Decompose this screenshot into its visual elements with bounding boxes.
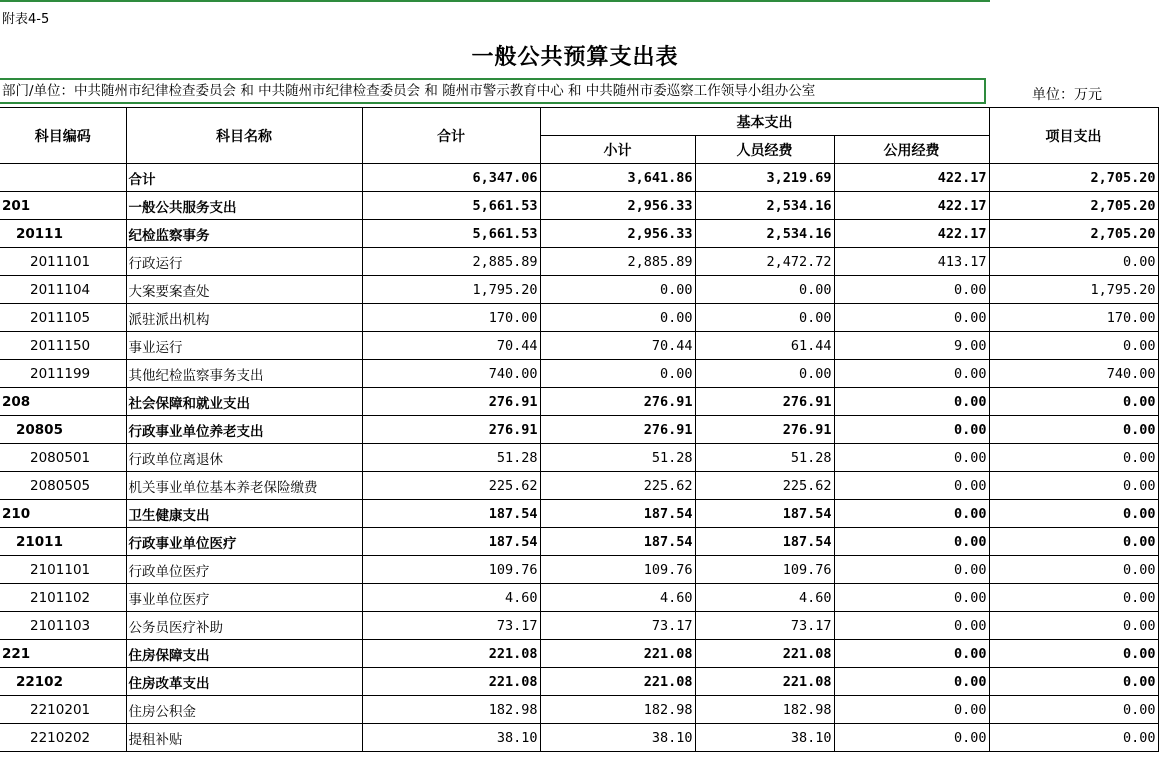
cell-project[interactable]: 0.00 [989,556,1158,584]
cell-public[interactable]: 422.17 [834,192,989,220]
cell-total[interactable]: 4.60 [362,584,540,612]
cell-total[interactable]: 182.98 [362,696,540,724]
cell-personnel[interactable]: 2,534.16 [695,220,834,248]
header-personnel: 人员经费 [695,136,834,164]
cell-project[interactable]: 0.00 [989,696,1158,724]
cell-public[interactable]: 0.00 [834,556,989,584]
table-row [0,724,1158,752]
cell-subtotal[interactable]: 4.60 [540,584,695,612]
header-project: 项目支出 [989,108,1158,164]
table-row [0,304,1158,332]
cell-public[interactable]: 0.00 [834,304,989,332]
cell-name[interactable]: 机关事业单位基本养老保险缴费 [126,472,362,500]
cell-subtotal[interactable]: 70.44 [540,332,695,360]
table-row [0,556,1158,584]
cell-public[interactable]: 0.00 [834,528,989,556]
cell-code[interactable]: 20805 [0,416,126,444]
cell-total[interactable]: 5,661.53 [362,192,540,220]
cell-name[interactable]: 一般公共服务支出 [126,192,362,220]
cell-public[interactable]: 422.17 [834,220,989,248]
table-row [0,360,1158,388]
cell-code[interactable]: 21011 [0,528,126,556]
cell-total[interactable]: 225.62 [362,472,540,500]
cell-public[interactable]: 0.00 [834,276,989,304]
cell-public[interactable]: 0.00 [834,612,989,640]
cell-public[interactable]: 0.00 [834,696,989,724]
table-row [0,388,1158,416]
cell-name[interactable]: 行政单位离退休 [126,444,362,472]
table-row [0,248,1158,276]
cell-total[interactable]: 187.54 [362,500,540,528]
table-row [0,192,1158,220]
cell-subtotal[interactable]: 109.76 [540,556,695,584]
unit-label: 单位：万元 [1032,87,1102,103]
cell-total[interactable]: 221.08 [362,640,540,668]
cell-total[interactable]: 51.28 [362,444,540,472]
cell-total[interactable]: 2,885.89 [362,248,540,276]
cell-personnel[interactable]: 221.08 [695,640,834,668]
cell-public[interactable]: 0.00 [834,388,989,416]
cell-personnel[interactable]: 276.91 [695,416,834,444]
cell-personnel[interactable]: 0.00 [695,360,834,388]
cell-personnel[interactable]: 73.17 [695,612,834,640]
cell-name[interactable]: 行政事业单位养老支出 [126,416,362,444]
cell-code[interactable]: 208 [0,388,126,416]
cell-project[interactable]: 0.00 [989,444,1158,472]
table-row [0,640,1158,668]
cell-public[interactable]: 0.00 [834,640,989,668]
cell-name[interactable]: 事业运行 [126,332,362,360]
table-row [0,528,1158,556]
cell-subtotal[interactable]: 225.62 [540,472,695,500]
cell-total[interactable]: 187.54 [362,528,540,556]
cell-total[interactable]: 38.10 [362,724,540,752]
cell-project[interactable]: 0.00 [989,332,1158,360]
cell-public[interactable]: 422.17 [834,164,989,192]
cell-name[interactable]: 住房公积金 [126,696,362,724]
cell-total[interactable]: 109.76 [362,556,540,584]
cell-personnel[interactable]: 61.44 [695,332,834,360]
cell-subtotal[interactable]: 276.91 [540,388,695,416]
cell-total[interactable]: 170.00 [362,304,540,332]
cell-name[interactable]: 公务员医疗补助 [126,612,362,640]
cell-code[interactable]: 2011150 [0,332,126,360]
cell-code[interactable]: 2080501 [0,444,126,472]
cell-total[interactable]: 740.00 [362,360,540,388]
cell-subtotal[interactable]: 182.98 [540,696,695,724]
cell-name[interactable]: 住房保障支出 [126,640,362,668]
table-row [0,612,1158,640]
cell-code[interactable]: 2101101 [0,556,126,584]
table-row [0,164,1158,192]
cell-code[interactable]: 201 [0,192,126,220]
cell-project[interactable]: 1,795.20 [989,276,1158,304]
cell-name[interactable]: 行政事业单位医疗 [126,528,362,556]
cell-subtotal[interactable]: 38.10 [540,724,695,752]
cell-public[interactable]: 0.00 [834,724,989,752]
cell-personnel[interactable]: 221.08 [695,668,834,696]
cell-subtotal[interactable]: 2,885.89 [540,248,695,276]
cell-project[interactable]: 0.00 [989,668,1158,696]
cell-code[interactable]: 221 [0,640,126,668]
cell-subtotal[interactable]: 0.00 [540,304,695,332]
cell-subtotal[interactable]: 187.54 [540,528,695,556]
cell-personnel[interactable]: 2,472.72 [695,248,834,276]
cell-subtotal[interactable]: 187.54 [540,500,695,528]
cell-project[interactable]: 2,705.20 [989,220,1158,248]
cell-project[interactable]: 0.00 [989,388,1158,416]
cell-public[interactable]: 0.00 [834,500,989,528]
table-row [0,696,1158,724]
cell-code[interactable]: 2101103 [0,612,126,640]
appendix-label: 附表4-5 [2,12,50,27]
cell-subtotal[interactable]: 3,641.86 [540,164,695,192]
cell-public[interactable]: 0.00 [834,444,989,472]
cell-project[interactable]: 0.00 [989,528,1158,556]
table-row [0,444,1158,472]
header-subtotal: 小计 [540,136,695,164]
header-total: 合计 [362,108,540,164]
cell-public[interactable]: 413.17 [834,248,989,276]
cell-code[interactable]: 2011199 [0,360,126,388]
cell-code[interactable] [0,164,126,192]
cell-public[interactable]: 0.00 [834,360,989,388]
cell-name[interactable]: 行政运行 [126,248,362,276]
cell-project[interactable]: 0.00 [989,500,1158,528]
header-public: 公用经费 [834,136,989,164]
cell-code[interactable]: 210 [0,500,126,528]
cell-subtotal[interactable]: 51.28 [540,444,695,472]
cell-total[interactable]: 6,347.06 [362,164,540,192]
department-cell[interactable]: 部门/单位：中共随州市纪律检查委员会 和 中共随州市纪律检查委员会 和 随州市警示教育中心 和 中共随州市委巡察工作领导小组办公室 [0,78,986,104]
cell-personnel[interactable]: 38.10 [695,724,834,752]
cell-personnel[interactable]: 187.54 [695,528,834,556]
table-row [0,668,1158,696]
cell-public[interactable]: 0.00 [834,668,989,696]
cell-total[interactable]: 276.91 [362,416,540,444]
cell-personnel[interactable]: 225.62 [695,472,834,500]
table-row [0,416,1158,444]
cell-subtotal[interactable]: 0.00 [540,276,695,304]
cell-code[interactable]: 2080505 [0,472,126,500]
budget-table [0,107,1159,752]
cell-code[interactable]: 22102 [0,668,126,696]
cell-total[interactable]: 221.08 [362,668,540,696]
cell-name[interactable]: 其他纪检监察事务支出 [126,360,362,388]
cell-public[interactable]: 0.00 [834,584,989,612]
cell-personnel[interactable]: 3,219.69 [695,164,834,192]
cell-total[interactable]: 1,795.20 [362,276,540,304]
cell-project[interactable]: 0.00 [989,584,1158,612]
cell-code[interactable]: 20111 [0,220,126,248]
cell-public[interactable]: 9.00 [834,332,989,360]
cell-subtotal[interactable]: 221.08 [540,640,695,668]
cell-total[interactable]: 276.91 [362,388,540,416]
cell-personnel[interactable]: 2,534.16 [695,192,834,220]
cell-personnel[interactable]: 51.28 [695,444,834,472]
cell-project[interactable]: 0.00 [989,248,1158,276]
cell-personnel[interactable]: 109.76 [695,556,834,584]
cell-personnel[interactable]: 276.91 [695,388,834,416]
cell-project[interactable]: 2,705.20 [989,192,1158,220]
cell-project[interactable]: 0.00 [989,724,1158,752]
header-basic: 基本支出 [540,108,989,136]
cell-code[interactable]: 2011101 [0,248,126,276]
cell-subtotal[interactable]: 0.00 [540,360,695,388]
cell-name[interactable]: 事业单位医疗 [126,584,362,612]
cell-name[interactable]: 派驻派出机构 [126,304,362,332]
cell-project[interactable]: 740.00 [989,360,1158,388]
cell-code[interactable]: 2011104 [0,276,126,304]
cell-personnel[interactable]: 187.54 [695,500,834,528]
table-body [0,164,1158,752]
table-row [0,500,1158,528]
cell-public[interactable]: 0.00 [834,472,989,500]
cell-project[interactable]: 170.00 [989,304,1158,332]
cell-total[interactable]: 73.17 [362,612,540,640]
cell-code[interactable]: 2101102 [0,584,126,612]
cell-name[interactable]: 行政单位医疗 [126,556,362,584]
cell-name[interactable]: 纪检监察事务 [126,220,362,248]
cell-total[interactable]: 70.44 [362,332,540,360]
cell-code[interactable]: 2210201 [0,696,126,724]
cell-subtotal[interactable]: 2,956.33 [540,220,695,248]
table-row [0,584,1158,612]
cell-personnel[interactable]: 4.60 [695,584,834,612]
cell-subtotal[interactable]: 221.08 [540,668,695,696]
table-row [0,472,1158,500]
cell-public[interactable]: 0.00 [834,416,989,444]
cell-subtotal[interactable]: 73.17 [540,612,695,640]
cell-code[interactable]: 2011105 [0,304,126,332]
cell-project[interactable]: 0.00 [989,416,1158,444]
page-title: 一般公共预算支出表 [471,44,679,70]
cell-project[interactable]: 0.00 [989,612,1158,640]
header-name: 科目名称 [126,108,362,164]
cell-personnel[interactable]: 182.98 [695,696,834,724]
cell-project[interactable]: 0.00 [989,640,1158,668]
cell-project[interactable]: 2,705.20 [989,164,1158,192]
cell-name[interactable]: 合计 [126,164,362,192]
cell-code[interactable]: 2210202 [0,724,126,752]
cell-personnel[interactable]: 0.00 [695,276,834,304]
cell-personnel[interactable]: 0.00 [695,304,834,332]
cell-subtotal[interactable]: 276.91 [540,416,695,444]
cell-name[interactable]: 卫生健康支出 [126,500,362,528]
table-row [0,220,1158,248]
table-row [0,332,1158,360]
cell-total[interactable]: 5,661.53 [362,220,540,248]
cell-subtotal[interactable]: 2,956.33 [540,192,695,220]
cell-name[interactable]: 大案要案查处 [126,276,362,304]
cell-name[interactable]: 住房改革支出 [126,668,362,696]
table-row [0,276,1158,304]
cell-project[interactable]: 0.00 [989,472,1158,500]
top-border [0,0,990,2]
header-code: 科目编码 [0,108,126,164]
cell-name[interactable]: 提租补贴 [126,724,362,752]
cell-name[interactable]: 社会保障和就业支出 [126,388,362,416]
